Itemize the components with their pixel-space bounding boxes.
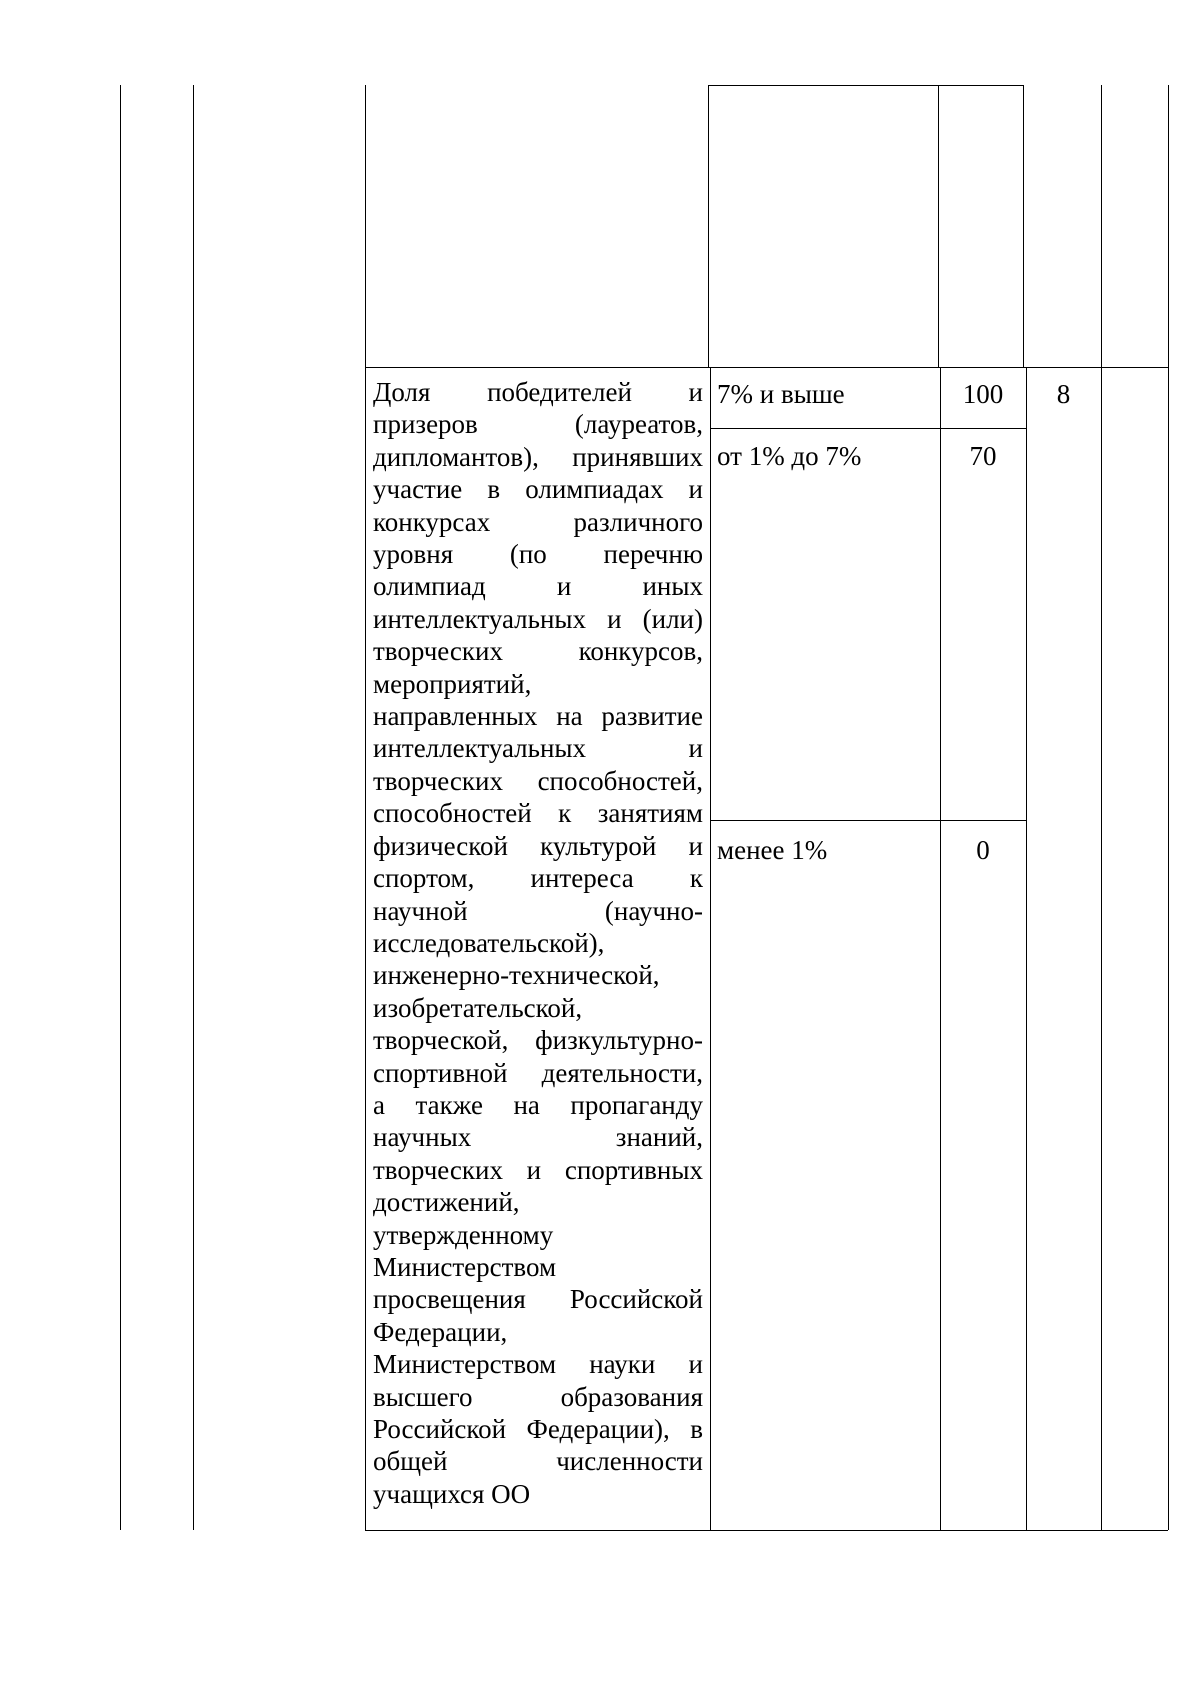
criterion-line: инженерно-технической, [373, 960, 660, 991]
column-divider-2 [365, 85, 366, 1530]
column-divider-1 [193, 85, 194, 1530]
criterion-line: уровня (по перечню [373, 539, 703, 570]
criterion-line: дипломантов), принявших [373, 441, 703, 472]
scale-range-3: менее 1% [717, 835, 828, 865]
criterion-line: конкурсах различного [373, 506, 703, 537]
criterion-line: творческих способностей, [373, 765, 703, 796]
criterion-line: физической культурой и [373, 830, 703, 861]
criterion-line: интеллектуальных и (или) [373, 603, 703, 634]
right-border-line [1168, 85, 1169, 1530]
criterion-line: Министерством [373, 1251, 557, 1282]
scale-points-1: 100 [962, 379, 1004, 409]
criterion-line: просвещения Российской [373, 1284, 703, 1315]
criterion-line: мероприятий, [373, 668, 532, 699]
criterion-description [373, 376, 703, 1510]
criterion-line: Федерации, [373, 1316, 508, 1347]
criterion-line: учащихся ОО [373, 1478, 531, 1509]
scale-range-2: от 1% до 7% [717, 441, 862, 471]
criterion-line: а также на пропаганду [373, 1089, 703, 1120]
table-bottom-border [365, 1530, 1168, 1531]
criterion-line: Доля победителей и [373, 377, 703, 407]
scale-points-2: 70 [969, 441, 997, 471]
criterion-line: научной (научно- [373, 895, 703, 926]
left-border-line [120, 85, 121, 1530]
criterion-line: Российской Федерации), в [373, 1414, 703, 1444]
criterion-line: олимпиад и иных [373, 571, 703, 602]
criterion-line: творческой, физкультурно- [373, 1025, 703, 1056]
criterion-line: творческих и спортивных [373, 1154, 703, 1185]
points-column-left [940, 367, 941, 1530]
criterion-line: направленных на развитие [373, 701, 703, 732]
upper-block-left [708, 85, 709, 368]
criterion-line: Министерством науки и [373, 1349, 703, 1380]
criterion-line: высшего образования [373, 1381, 703, 1412]
criterion-line: способностей к занятиям [373, 798, 703, 829]
criterion-line: спортивной деятельности, [373, 1057, 703, 1088]
criterion-line: участие в олимпиадах и [373, 474, 703, 505]
upper-block-right [1023, 85, 1024, 368]
criterion-line: научных знаний, [373, 1122, 703, 1153]
criterion-line: интеллектуальных и [373, 733, 703, 764]
upper-block-mid [938, 85, 939, 368]
scale-column-left [710, 367, 711, 1530]
column-divider-5 [1101, 85, 1102, 1530]
criterion-line: изобретательской, [373, 992, 583, 1023]
scale-row-separator-2 [710, 820, 1026, 821]
criterion-line: утвержденному [373, 1219, 554, 1250]
criterion-line: спортом, интереса к [373, 863, 703, 894]
max-points-value: 8 [1056, 379, 1071, 409]
criterion-line: достижений, [373, 1187, 520, 1218]
row-top-border [365, 367, 1168, 368]
criterion-line: творческих конкурсов, [373, 636, 703, 667]
scale-points-3: 0 [976, 835, 990, 865]
criterion-line: общей численности [373, 1446, 703, 1477]
criterion-line: призеров (лауреатов, [373, 409, 703, 440]
criterion-line: исследовательской), [373, 927, 605, 958]
scale-range-1: 7% и выше [717, 379, 845, 409]
scale-row-separator-1 [710, 428, 1026, 429]
upper-block-top [708, 85, 1024, 86]
max-points-column-left [1026, 367, 1027, 1530]
